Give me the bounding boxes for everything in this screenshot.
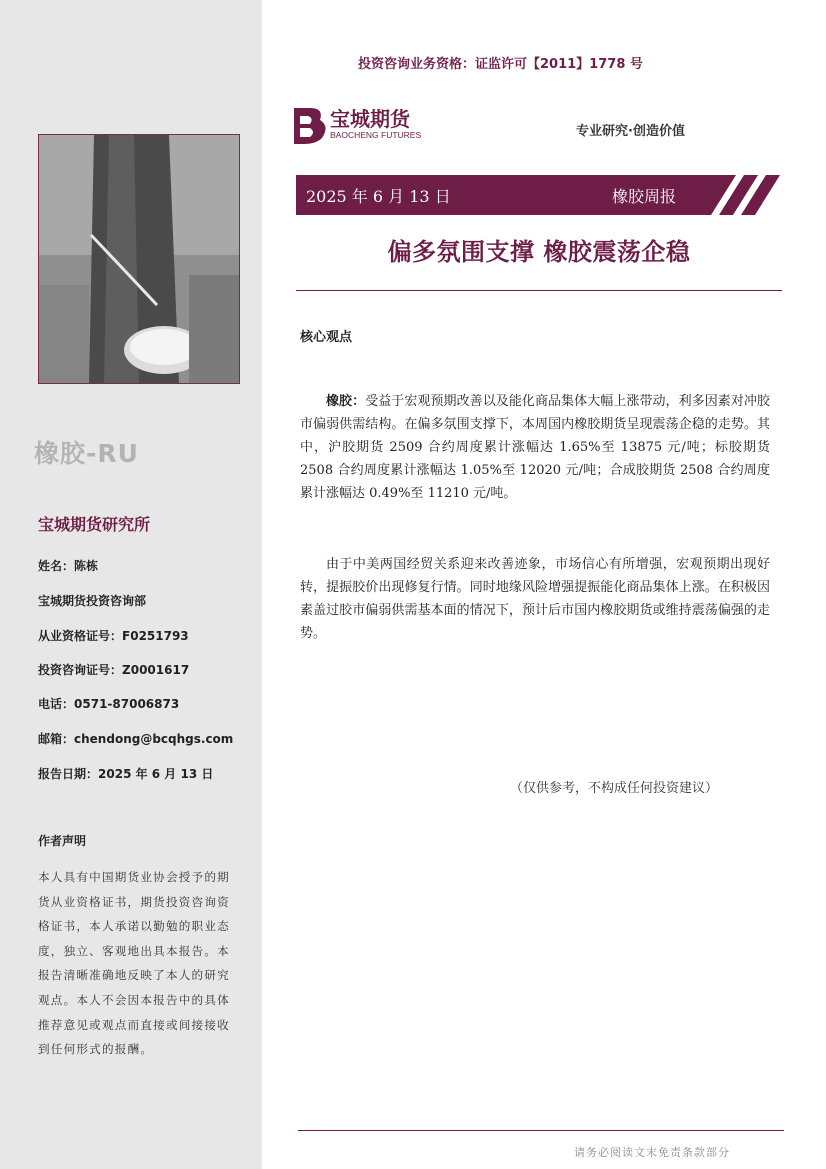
paragraph-keyword: 橡胶： [326, 394, 366, 409]
analyst-name [38, 557, 98, 574]
analyst-name-label: 姓名： [38, 559, 75, 573]
consulting-number-label: 投资咨询证号： [38, 663, 123, 677]
divider [296, 290, 782, 291]
analyst-name-value: 陈栋 [74, 559, 99, 573]
logo-english-name: BAOCHENG FUTURES [330, 130, 422, 140]
consulting-number-value: Z0001617 [122, 663, 190, 677]
declaration-title: 作者声明 [38, 834, 87, 848]
phone [38, 695, 179, 712]
logo-name: 宝城期货 [330, 107, 410, 131]
report-headline: 偏多氛围支撑 橡胶震荡企稳 [387, 238, 691, 266]
report-date [38, 765, 213, 782]
phone-value: 0571-87006873 [74, 697, 180, 711]
email [38, 730, 233, 747]
email-value[interactable]: chendong@bcqhgs.com [74, 732, 234, 746]
paragraph-1-text: 受益于宏观预期改善以及能化商品集体大幅上涨带动，利多因素对冲胶市偏弱供需结构。在偏多氛围支撑下，本周国内橡胶期货呈现震荡企稳的走势。其中，沪胶期货 2509 合约周度累计涨幅达 1.65%至 13875 元/吨；标胶期货 2508 合约周度累计涨幅达 1.05%至 12020 元/吨；合成胶期货 2508 合约周度累计涨幅达 0.49%至 11210 元/吨。 [300, 394, 770, 501]
banner-date: 2025 年 6 月 13 日 [306, 187, 451, 206]
disclaimer-note: （仅供参考，不构成任何投资建议） [510, 781, 719, 796]
footer-note: 请务必阅读文末免责条款部分 [574, 1146, 730, 1159]
rubber-tapping-photo [38, 134, 240, 384]
email-label: 邮箱： [38, 732, 75, 746]
core-paragraph-2: 由于中美两国经贸关系迎来改善迹象，市场信心有所增强，宏观预期出现好转，提振胶价出现修复行情。同时地缘风险增强提振能化商品集体上涨。在积极因素盖过胶市偏弱供需基本面的情况下，预计后市国内橡胶期货或维持震荡偏强的走势。 [300, 557, 770, 641]
report-date-label: 报告日期： [38, 767, 99, 781]
qualification-number-value: F0251793 [122, 629, 189, 643]
consulting-number [38, 661, 189, 678]
report-type: 橡胶周报 [612, 187, 677, 206]
institute-name: 宝城期货研究所 [38, 515, 151, 534]
company-slogan: 专业研究·创造价值 [576, 124, 685, 139]
sidebar [0, 0, 262, 1169]
qualification-number [38, 627, 189, 644]
qualification-statement: 投资咨询业务资格：证监许可【2011】1778 号 [358, 57, 643, 72]
qualification-number-label: 从业资格证号： [38, 629, 123, 643]
core-paragraph-1 [300, 390, 770, 505]
core-view-title: 核心观点 [300, 330, 353, 345]
footer-divider [298, 1130, 784, 1131]
department-label: 宝城期货投资咨询部 [38, 594, 147, 608]
report-date-value: 2025 年 6 月 13 日 [98, 767, 214, 781]
department [38, 592, 146, 609]
product-label: 橡胶-RU [34, 439, 139, 468]
declaration-body: 本人具有中国期货业协会授予的期货从业资格证书，期货投资咨询资格证书，本人承诺以勤勉的职业态度，独立、客观地出具本报告。本报告清晰准确地反映了本人的研究观点。本人不会因本报告中的具体推荐意见或观点而直接或间接接收到任何形式的报酬。 [38, 870, 230, 1057]
phone-label: 电话： [38, 697, 75, 711]
